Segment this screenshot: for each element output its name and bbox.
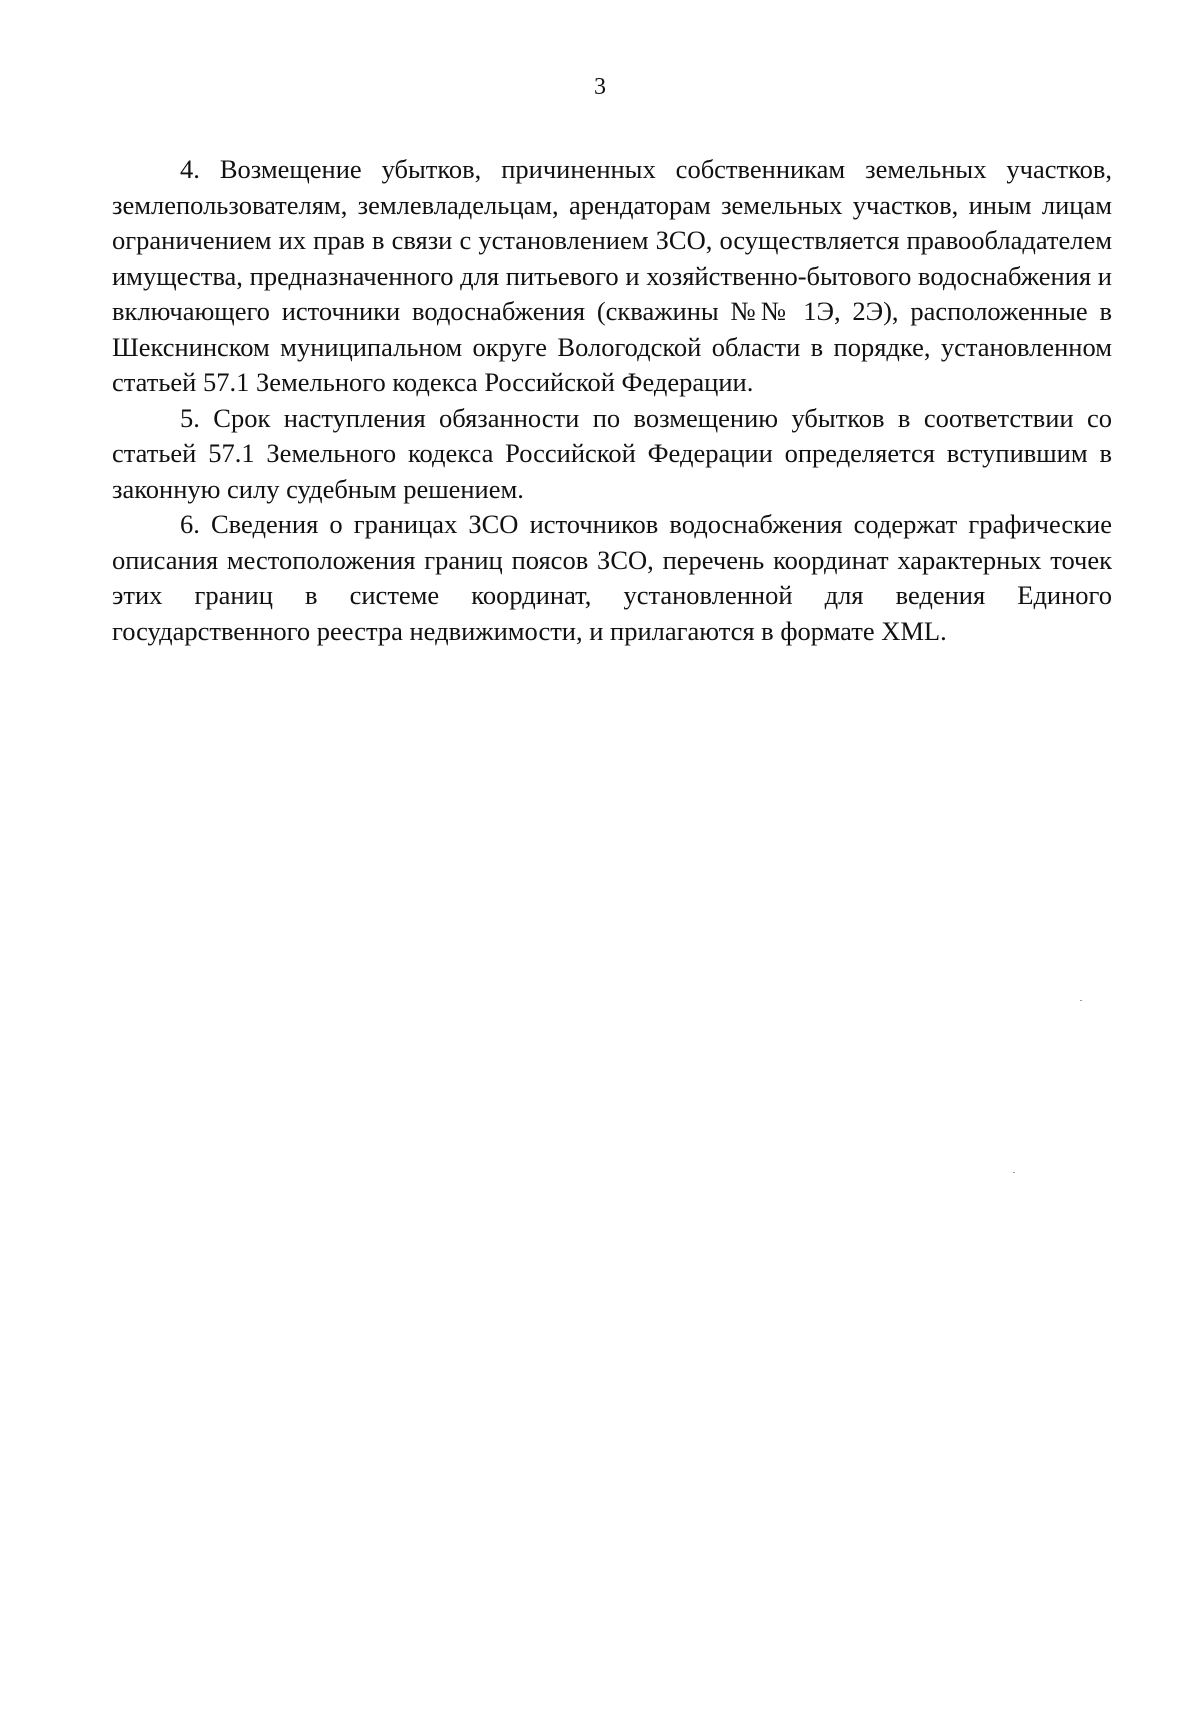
paragraph-6: 6. Сведения о границах ЗСО источников водоснабжения содержат графические описания местоположения границ поясов ЗСО, перечень координат характерных точек этих границ в системе координат, установленной для ведения Единого государственного реестра недвижимости, и прилагаются в формате XML. [112, 509, 1112, 646]
scan-speck [1013, 1172, 1015, 1173]
document-body [112, 152, 1112, 649]
paragraph-4: 4. Возмещение убытков, причиненных собственникам земельных участков, землепользователям, землевладельцам, арендаторам земельных участков, иным лицам ограничением их прав в связи с установлением ЗСО, осуществляется правообладателем имущества, предназначенного для питьевого и хозяйственно-бытового водоснабжения и включающего источники водоснабжения (скважины №№ 1Э, 2Э), расположенные в Шекснинском муниципальном округе Вологодской области в порядке, установленном статьей 57.1 Земельного кодекса Российской Федерации. [112, 154, 1112, 397]
scan-speck [1080, 1000, 1082, 1001]
page-number: 3 [594, 74, 606, 100]
paragraph-5: 5. Срок наступления обязанности по возмещению убытков в соответствии со статьей 57.1 Земельного кодекса Российской Федерации определяется вступившим в законную силу судебным решением. [112, 402, 1112, 504]
